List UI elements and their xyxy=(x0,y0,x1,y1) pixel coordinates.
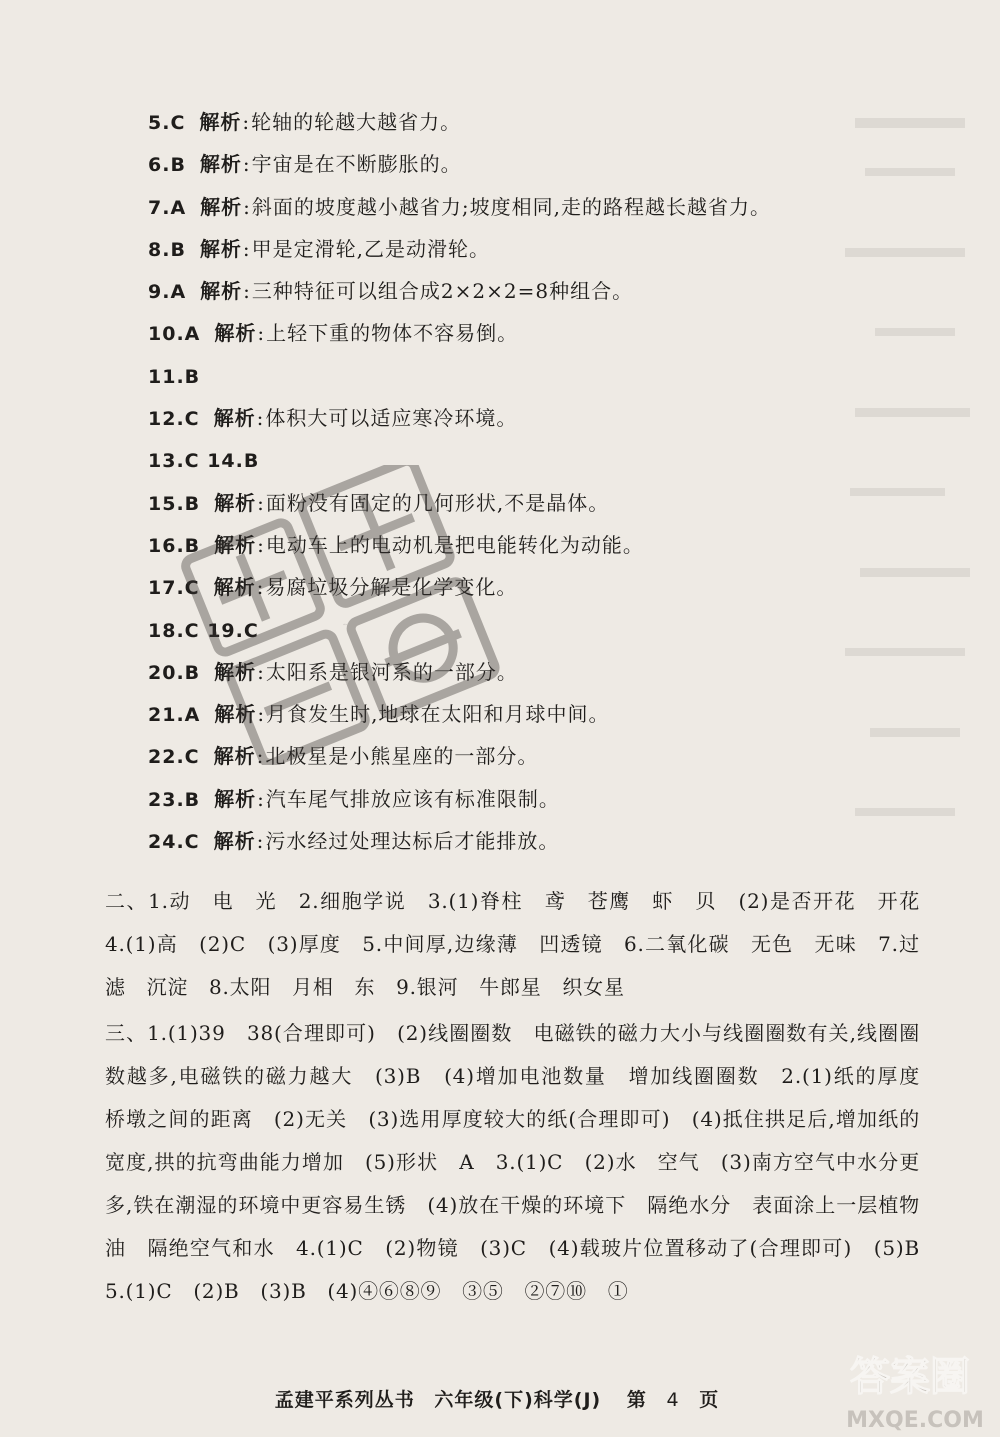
page-footer xyxy=(0,1385,1000,1412)
answer-item xyxy=(148,483,968,523)
answer-item xyxy=(148,821,968,861)
analysis-label: 解析 xyxy=(199,236,242,261)
answer-number: 5.C xyxy=(148,112,186,134)
analysis-label: 解析 xyxy=(214,321,257,346)
answer-item xyxy=(148,736,968,776)
answer-item xyxy=(148,271,968,311)
analysis-label: 解析 xyxy=(200,194,243,219)
analysis-colon: : xyxy=(257,321,266,346)
answer-item xyxy=(148,356,968,396)
analysis-text: 汽车尾气排放应该有标准限制。 xyxy=(265,786,560,811)
answer-item xyxy=(148,779,968,819)
answer-number: 7.A xyxy=(148,196,187,219)
footer-page xyxy=(621,1389,725,1411)
answer-number: 23.B xyxy=(148,788,201,811)
answer-item xyxy=(148,610,968,650)
answer-number: 6.B xyxy=(148,154,186,177)
answer-number: 20.B xyxy=(148,661,201,684)
analysis-text: 上轻下重的物体不容易倒。 xyxy=(266,321,519,346)
analysis-colon: : xyxy=(243,279,251,304)
analysis-label: 解析 xyxy=(200,279,243,304)
analysis-label: 解析 xyxy=(214,490,257,515)
answer-number: 13.C 14.B xyxy=(148,450,260,473)
analysis-text: 甲是定滑轮,乙是动滑轮。 xyxy=(251,236,491,261)
analysis-text: 易腐垃圾分解是化学变化。 xyxy=(265,575,518,600)
analysis-label: 解析 xyxy=(213,744,256,769)
stamp-text: 印刷样本 xyxy=(343,625,347,626)
footer-grade-subject: 六年级(下)科学(J) xyxy=(434,1389,602,1411)
analysis-text: 面粉没有固定的几何形状,不是晶体。 xyxy=(265,490,610,515)
analysis-text: 三种特征可以组合成2×2×2=8种组合。 xyxy=(251,279,634,304)
analysis-label: 解析 xyxy=(214,786,257,811)
analysis-label: 解析 xyxy=(214,702,257,727)
answer-number: 15.B xyxy=(148,492,201,515)
analysis-colon: : xyxy=(256,575,265,600)
analysis-text: 斜面的坡度越小越省力;坡度相同,走的路程越长越省力。 xyxy=(251,194,772,219)
answer-number: 24.C xyxy=(148,831,200,854)
answer-number: 9.A xyxy=(148,281,187,304)
analysis-text: 污水经过处理达标后才能排放。 xyxy=(265,829,560,854)
answer-number: 12.C xyxy=(148,408,200,431)
section-3-inquiry-answers: 三、1.(1)39 38(合理即可) (2)线圈圈数 电磁铁的磁力大小与线圈圈数有关,线圈圈数越多,电磁铁的磁力越大 (3)B (4)增加电池数量 增加线圈圈数 2.(1)纸的厚度 桥墩之间的距离 (2)无关 (3)选用厚度较大的纸(合理即可) (4)抵住拱足后,增加纸的宽度,拱的抗弯曲能力增加 (5)形状 A 3.(1)C (2)水 空气 (3)南方空气中水分更多,铁在潮湿的环境中更容易生锈 (4)放在干燥的环境下 隔绝水分 表面涂上一层植物油 隔绝空气和水 4.(1)C (2)物镜 (3)C (4)载玻片位置移动了(合理即可) (5)B 5.(1)C (2)B (3)B (4)④⑥⑧⑨ ③⑤ ②⑦⑩ ① xyxy=(105,1021,941,1303)
analysis-text: 宇宙是在不断膨胀的。 xyxy=(251,152,462,177)
answer-item xyxy=(148,229,968,269)
analysis-text: 体积大可以适应寒冷环境。 xyxy=(265,406,518,431)
analysis-colon: : xyxy=(257,702,266,727)
section-2-fill-in-answers: 二、1.动 电 光 2.细胞学说 3.(1)脊柱 鸢 苍鹰 虾 贝 (2)是否开花 开花 4.(1)高 (2)C (3)厚度 5.中间厚,边缘薄 凹透镜 6.二氧化碳 无色 无味 7.过滤 沉淀 8.太阳 月相 东 9.银河 牛郎星 织女星 xyxy=(105,889,941,999)
corner-watermark-text: 答案圈 xyxy=(850,1354,970,1400)
answer-item xyxy=(148,440,968,480)
analysis-label: 解析 xyxy=(213,406,256,431)
answer-number: 8.B xyxy=(148,238,186,261)
answer-item xyxy=(148,102,968,142)
answer-item xyxy=(148,694,968,734)
page-suffix: 页 xyxy=(699,1389,720,1411)
analysis-text: 轮轴的轮越大越省力。 xyxy=(251,110,462,134)
corner-watermark-url: MXQE.COM xyxy=(846,1408,984,1433)
analysis-text: 电动车上的电动机是把电能转化为动能。 xyxy=(265,532,644,557)
analysis-text: 太阳系是银河系的一部分。 xyxy=(265,659,518,684)
answer-number: 21.A xyxy=(148,704,201,727)
analysis-label: 解析 xyxy=(214,659,257,684)
page-number: 4 xyxy=(666,1389,680,1411)
analysis-text: 月食发生时,地球在太阳和月球中间。 xyxy=(266,702,610,727)
answer-number: 22.C xyxy=(148,746,200,769)
answer-number: 11.B xyxy=(148,365,201,388)
analysis-colon: : xyxy=(256,829,265,854)
answer-item xyxy=(148,567,968,607)
analysis-label: 解析 xyxy=(199,110,242,134)
answer-item xyxy=(148,525,968,565)
analysis-colon: : xyxy=(256,406,265,431)
footer-series: 孟建平系列丛书 xyxy=(274,1389,415,1411)
analysis-colon: : xyxy=(242,110,251,134)
answer-number: 10.A xyxy=(148,323,201,346)
analysis-label: 解析 xyxy=(199,152,242,177)
answer-number: 17.C xyxy=(148,577,200,600)
answer-item xyxy=(148,652,968,692)
analysis-colon: : xyxy=(242,152,251,177)
answer-item xyxy=(148,313,968,353)
answer-item xyxy=(148,144,968,184)
answer-number: 18.C 19.C xyxy=(148,619,259,642)
answer-number: 16.B xyxy=(148,534,201,557)
analysis-colon: : xyxy=(257,490,265,515)
analysis-colon: : xyxy=(242,236,251,261)
analysis-colon: : xyxy=(257,786,265,811)
analysis-label: 解析 xyxy=(213,829,256,854)
analysis-colon: : xyxy=(256,744,265,769)
analysis-label: 解析 xyxy=(214,532,257,557)
answer-item xyxy=(148,398,968,438)
choice-answer-list xyxy=(148,102,968,863)
analysis-colon: : xyxy=(257,659,265,684)
analysis-text: 北极星是小熊星座的一部分。 xyxy=(265,744,539,769)
analysis-colon: : xyxy=(243,194,251,219)
analysis-label: 解析 xyxy=(213,575,256,600)
answer-item xyxy=(148,187,968,227)
analysis-colon: : xyxy=(257,532,265,557)
page-prefix: 第 xyxy=(626,1389,647,1411)
